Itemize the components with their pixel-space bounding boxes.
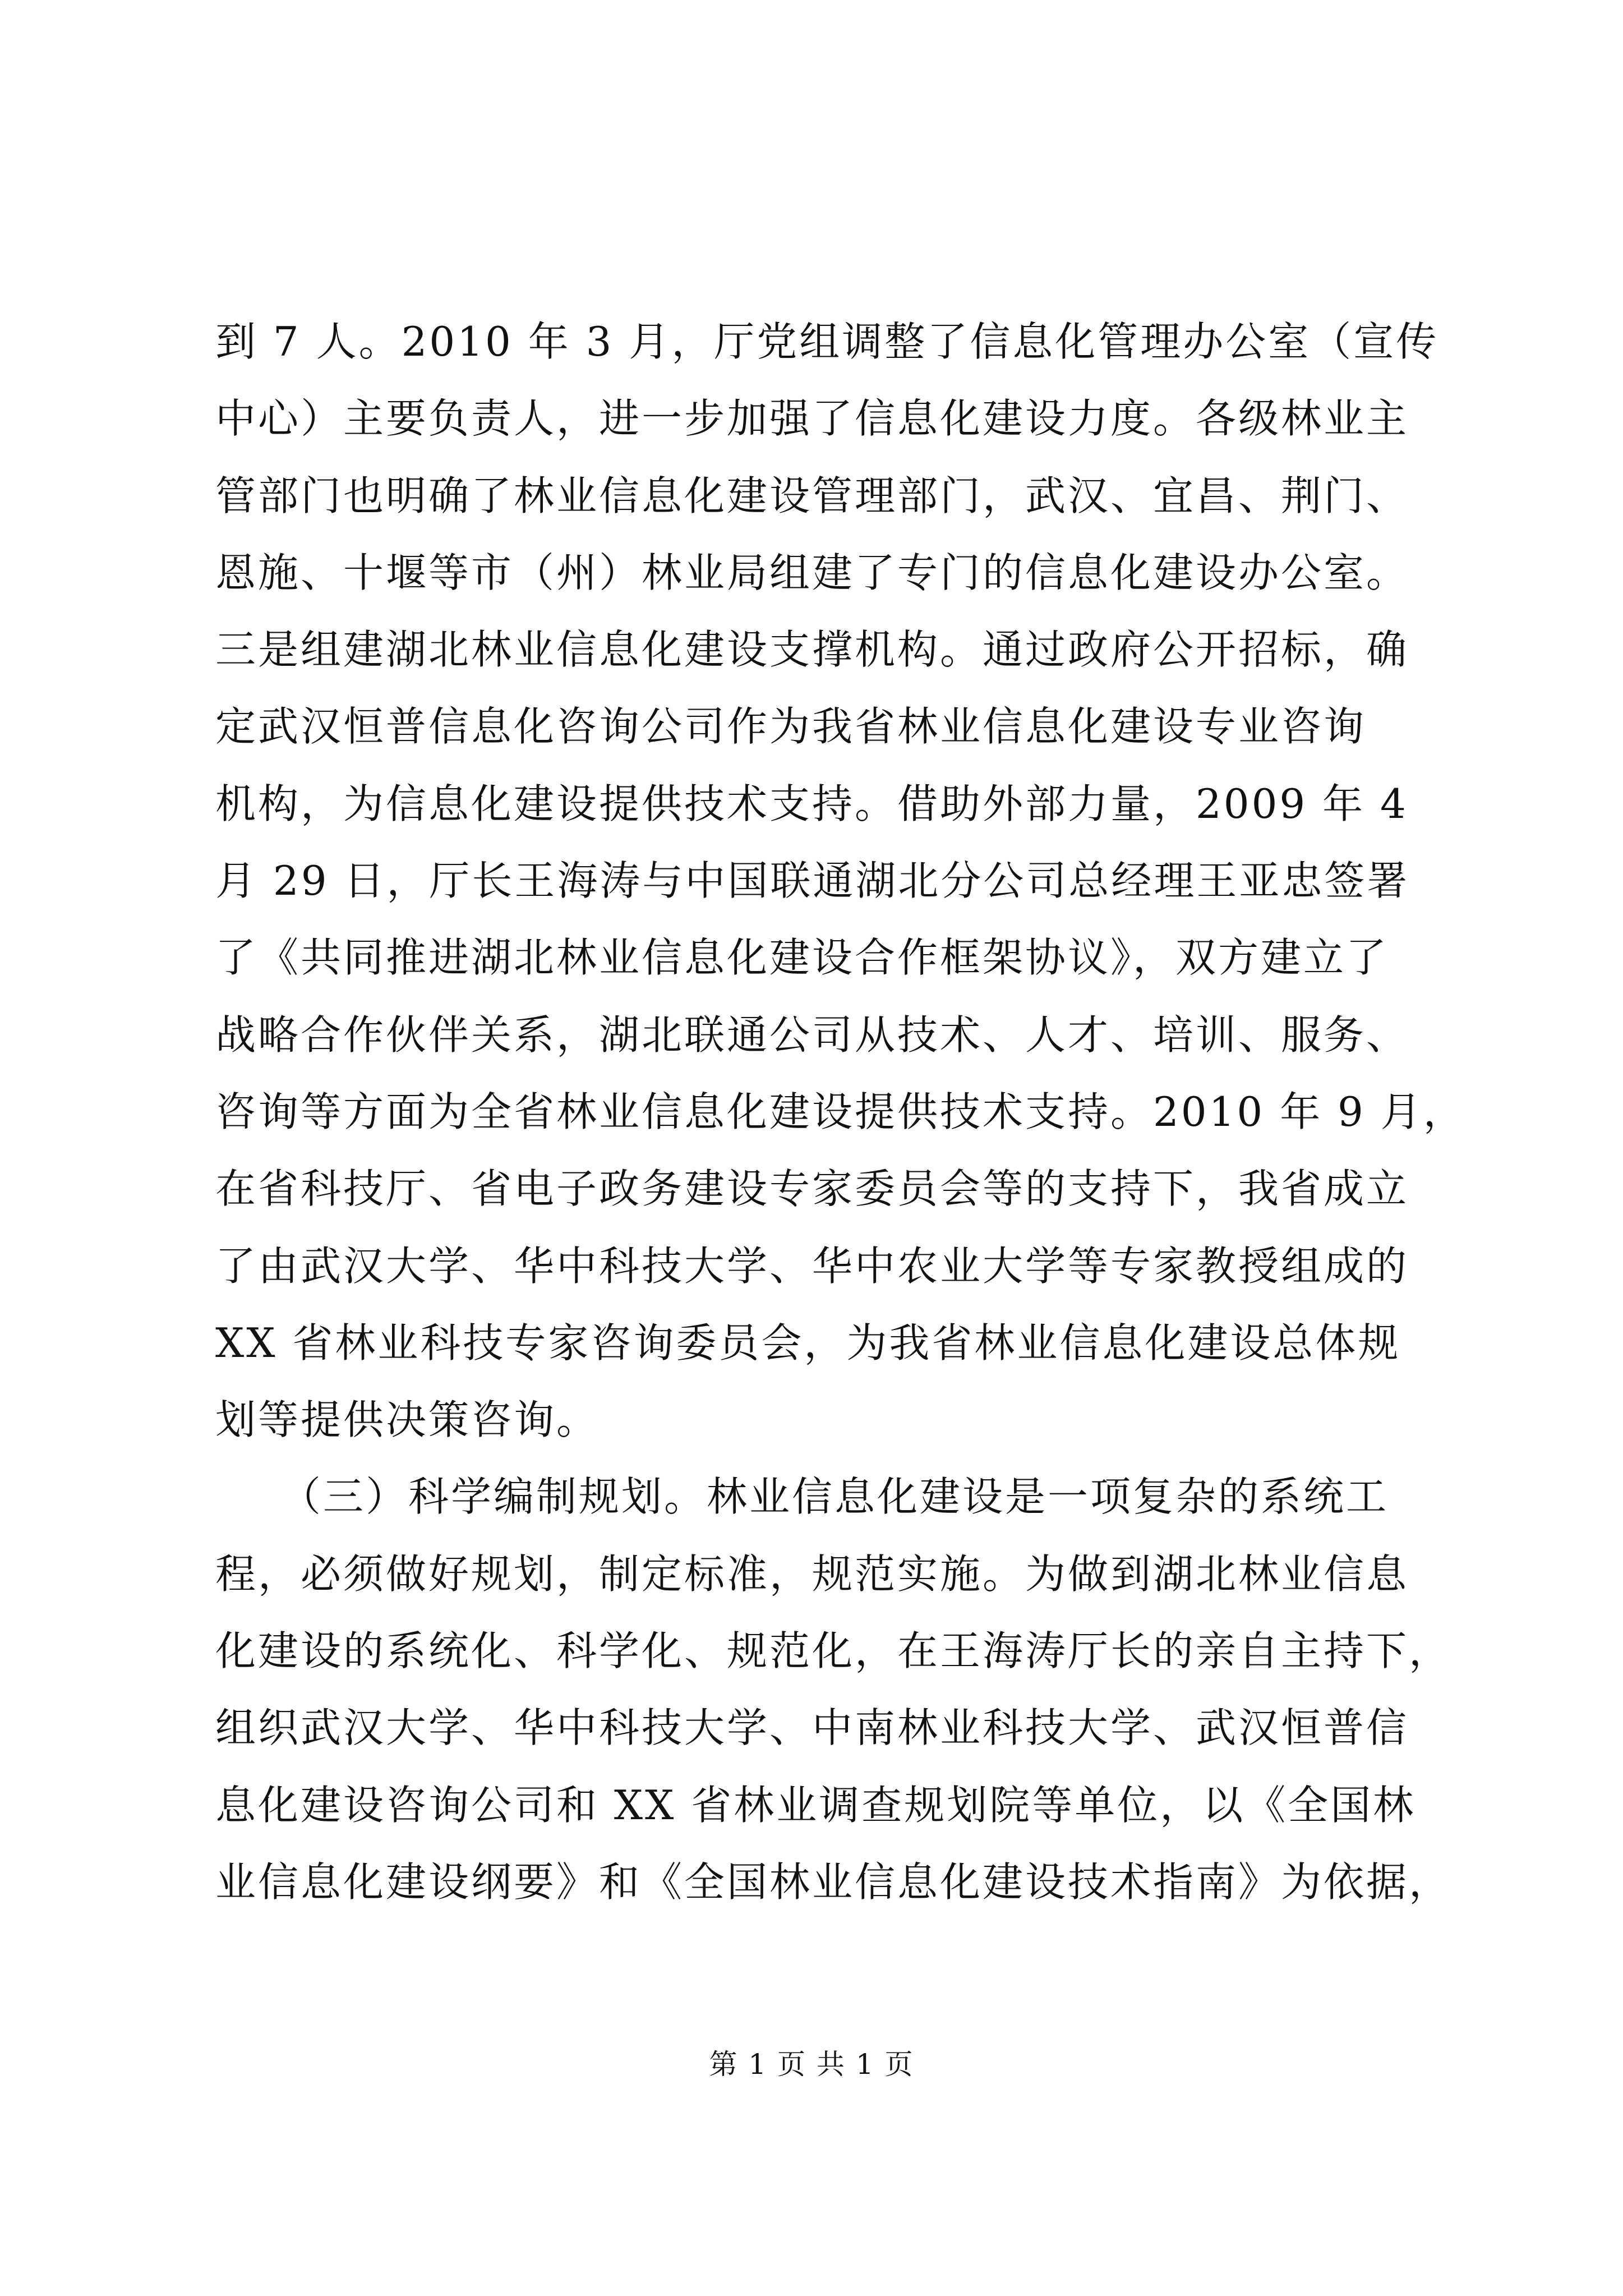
text-line-19: 组织武汉大学、华中科技大学、中南林业科技大学、武汉恒普信 — [215, 1704, 1409, 1752]
text-line-16: （三）科学编制规划。林业信息化建设是一项复杂的系统工 — [215, 1473, 1389, 1521]
text-line-6: 定武汉恒普信息化咨询公司作为我省林业信息化建设专业咨询 — [215, 703, 1367, 751]
text-line-18: 化建设的系统化、科学化、规范化，在王海涛厅长的亲自主持下， — [215, 1627, 1452, 1675]
text-line-15: 划等提供决策咨询。 — [215, 1396, 600, 1444]
text-line-2: 中心）主要负责人，进一步加强了信息化建设力度。各级林业主 — [215, 395, 1409, 443]
text-line-8: 月 29 日，厅长王海涛与中国联通湖北分公司总经理王亚忠签署 — [215, 857, 1410, 905]
text-line-10: 战略合作伙伴关系，湖北联通公司从技术、人才、培训、服务、 — [215, 1011, 1409, 1059]
text-line-1: 到 7 人。2010 年 3 月，厅党组调整了信息化管理办公室（宣传 — [215, 318, 1439, 365]
text-line-13: 了由武汉大学、华中科技大学、华中农业大学等专家教授组成的 — [215, 1242, 1409, 1290]
text-line-20: 息化建设咨询公司和 XX 省林业调查规划院等单位，以《全国林 — [215, 1781, 1416, 1829]
document-body — [215, 303, 1466, 1921]
text-line-7: 机构，为信息化建设提供技术支持。借助外部力量，2009 年 4 — [215, 780, 1408, 827]
page-number-label: 第 1 页 共 1 页 — [709, 2048, 914, 2081]
text-line-3: 管部门也明确了林业信息化建设管理部门，武汉、宜昌、荆门、 — [215, 472, 1409, 519]
text-line-14: XX 省林业科技专家咨询委员会，为我省林业信息化建设总体规 — [215, 1319, 1401, 1366]
text-line-12: 在省科技厅、省电子政务建设专家委员会等的支持下，我省成立 — [215, 1165, 1409, 1213]
page-footer — [0, 2047, 1623, 2081]
text-line-11: 咨询等方面为全省林业信息化建设提供技术支持。2010 年 9 月， — [215, 1088, 1466, 1135]
text-line-4: 恩施、十堰等市（州）林业局组建了专门的信息化建设办公室。 — [215, 549, 1409, 596]
text-line-21: 业信息化建设纲要》和《全国林业信息化建设技术指南》为依据， — [215, 1858, 1452, 1906]
text-line-5: 三是组建湖北林业信息化建设支撑机构。通过政府公开招标，确 — [215, 626, 1409, 674]
text-line-17: 程，必须做好规划，制定标准，规范实施。为做到湖北林业信息 — [215, 1550, 1409, 1598]
text-line-9: 了《共同推进湖北林业信息化建设合作框架协议》，双方建立了 — [215, 934, 1389, 982]
